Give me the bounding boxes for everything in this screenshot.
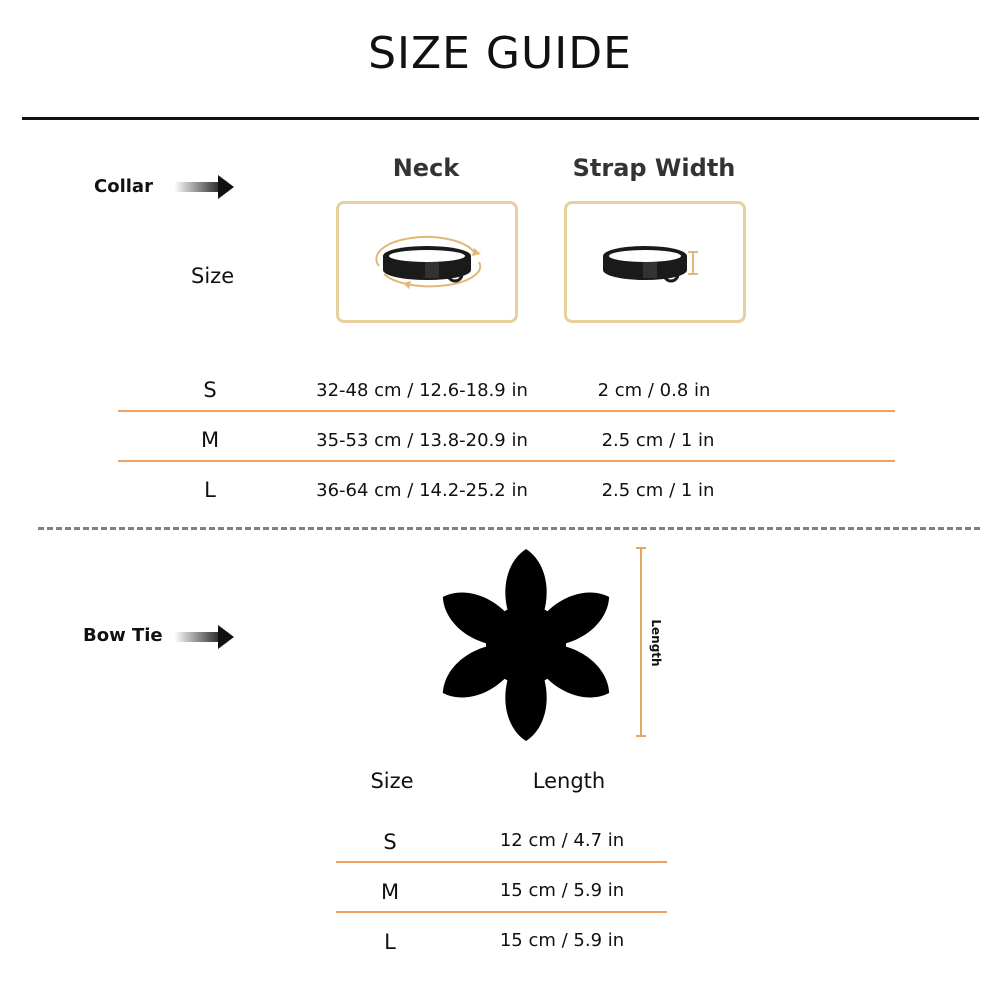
bow-tie-row-length-m: 15 cm / 5.9 in bbox=[499, 880, 625, 901]
collar-row-neck-m: 35-53 cm / 13.8-20.9 in bbox=[316, 430, 528, 451]
collar-row-width-l: 2.5 cm / 1 in bbox=[601, 480, 715, 501]
bow-tie-row-size-m: M bbox=[380, 880, 400, 904]
page-title: SIZE GUIDE bbox=[368, 28, 632, 79]
bow-tie-row-length-s: 12 cm / 4.7 in bbox=[499, 830, 625, 851]
row-divider bbox=[118, 460, 895, 462]
section-divider bbox=[38, 527, 980, 530]
bow-tie-label: Bow Tie bbox=[83, 625, 163, 646]
bow-tie-row-length-l: 15 cm / 5.9 in bbox=[499, 930, 625, 951]
collar-row-size-s: S bbox=[203, 378, 217, 402]
row-divider bbox=[336, 861, 667, 863]
flower-bow-tie-icon bbox=[438, 545, 614, 745]
collar-neck-icon bbox=[339, 204, 515, 320]
neck-icon-frame bbox=[336, 201, 518, 323]
bow-tie-header-length: Length bbox=[532, 769, 606, 793]
column-header-neck: Neck bbox=[392, 154, 460, 182]
bow-tie-row-size-l: L bbox=[384, 930, 396, 954]
collar-row-width-s: 2 cm / 0.8 in bbox=[597, 380, 711, 401]
bow-tie-row-size-s: S bbox=[383, 830, 397, 854]
collar-row-size-l: L bbox=[204, 478, 216, 502]
dotted-arrow-right-icon bbox=[172, 172, 236, 202]
length-dimension-label: Length bbox=[649, 619, 663, 667]
title-divider bbox=[22, 117, 979, 120]
collar-label: Collar bbox=[94, 176, 153, 197]
collar-size-label: Size bbox=[191, 264, 235, 288]
bow-tie-header-size: Size bbox=[370, 769, 414, 793]
row-divider bbox=[336, 911, 667, 913]
collar-row-neck-s: 32-48 cm / 12.6-18.9 in bbox=[316, 380, 528, 401]
strap-width-icon-frame bbox=[564, 201, 746, 323]
column-header-strap-width: Strap Width bbox=[572, 154, 736, 182]
collar-row-neck-l: 36-64 cm / 14.2-25.2 in bbox=[316, 480, 528, 501]
row-divider bbox=[118, 410, 895, 412]
dotted-arrow-right-icon bbox=[172, 622, 236, 652]
collar-row-size-m: M bbox=[200, 428, 220, 452]
collar-strap-width-icon bbox=[567, 204, 743, 320]
collar-row-width-m: 2.5 cm / 1 in bbox=[601, 430, 715, 451]
